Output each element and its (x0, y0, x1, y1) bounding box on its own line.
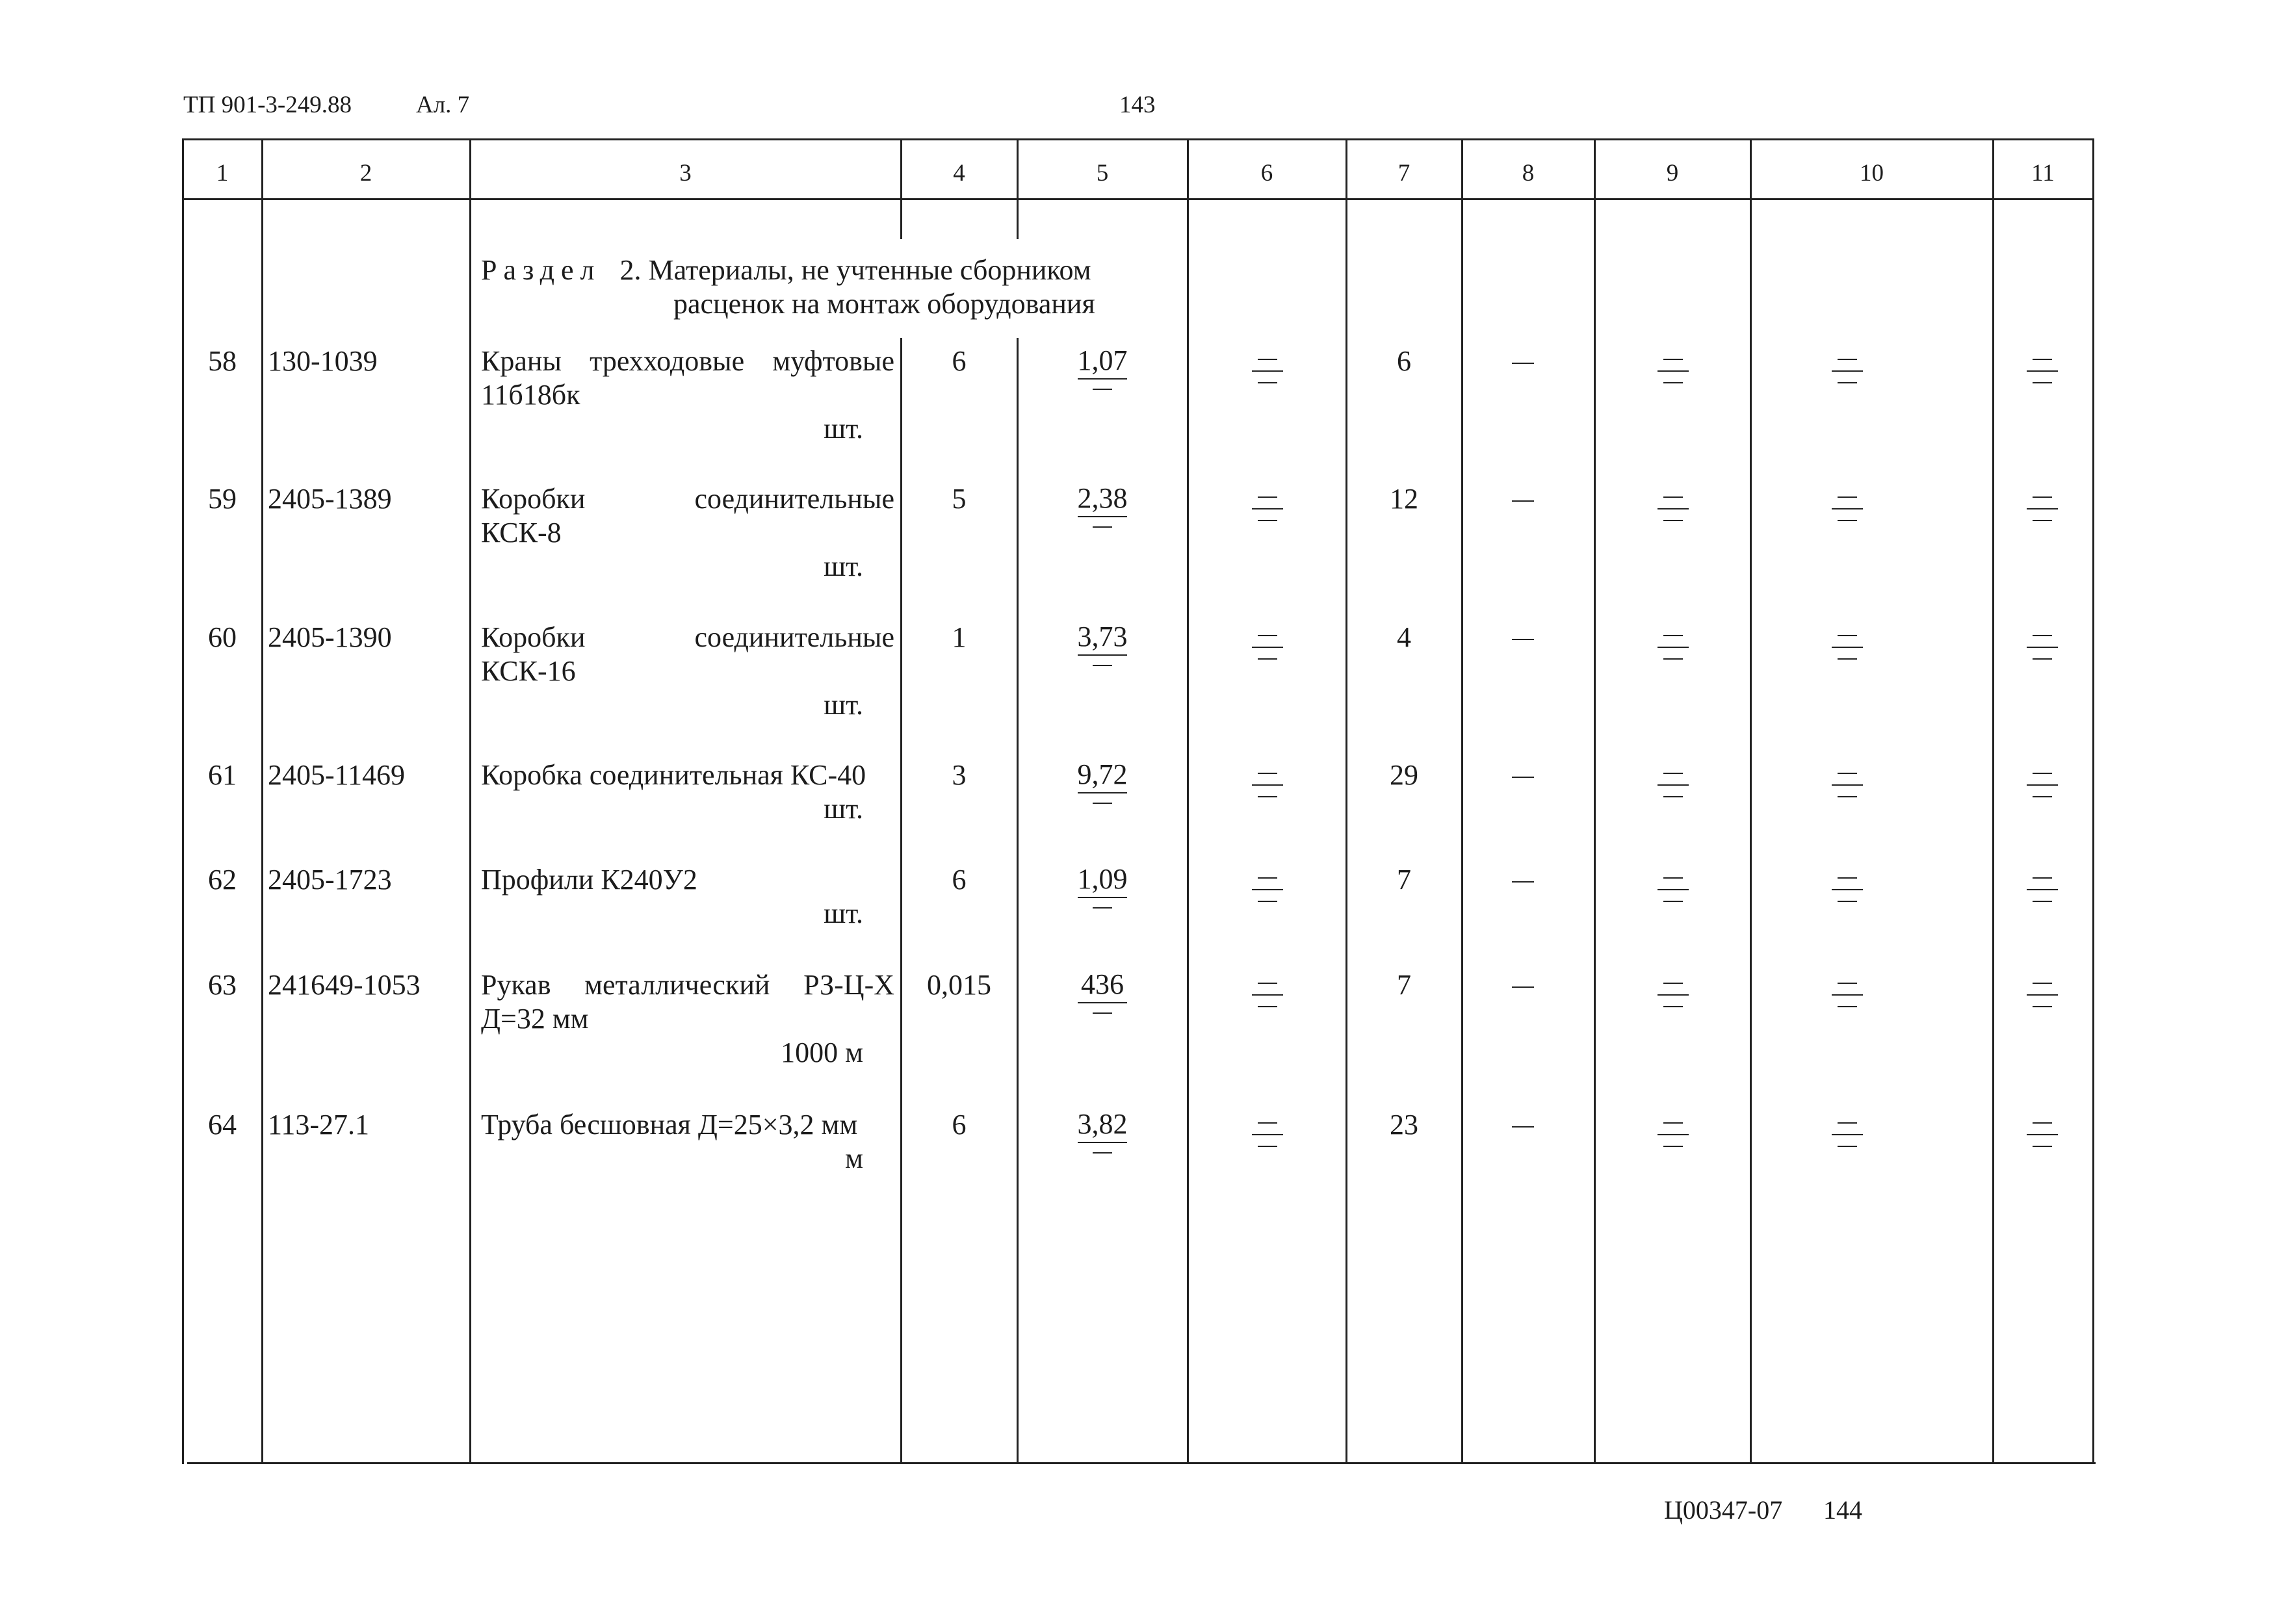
dash-line (2027, 1134, 2058, 1135)
dash-line (1258, 658, 1277, 660)
fraction-bar (1078, 1002, 1127, 1003)
col-header-5: 5 (1096, 160, 1109, 187)
dash-line (1258, 359, 1277, 360)
dash-line (1832, 647, 1863, 648)
description-line1 (481, 621, 894, 654)
dash-line (1663, 382, 1683, 383)
description-word: Коробки (481, 621, 586, 653)
dash-stack (1659, 1122, 1687, 1147)
description-line1 (481, 482, 894, 516)
dash-line (2027, 647, 2058, 648)
description-line2: КСК-16 (481, 655, 576, 687)
dash-line (1658, 647, 1689, 648)
row-col7-value: 29 (1390, 759, 1418, 791)
dash-line (2033, 773, 2052, 774)
dash-stack (1659, 635, 1687, 660)
dash-line (1838, 796, 1857, 797)
dash-line (1258, 496, 1277, 498)
dash-line (2027, 508, 2058, 509)
description-line2: Д=32 мм (481, 1003, 589, 1035)
fraction-bar (1078, 792, 1127, 793)
dash-line (1252, 647, 1283, 648)
row-price (1018, 482, 1187, 528)
dash-stack (1659, 359, 1687, 383)
dash-line (1838, 658, 1857, 660)
description-line2: КСК-8 (481, 517, 562, 548)
row-quantity: 1 (952, 621, 967, 653)
dash-line (1838, 382, 1857, 383)
row-description (481, 344, 894, 412)
row-quantity: 5 (952, 483, 967, 515)
dash-line (1663, 796, 1683, 797)
row-quantity: 6 (952, 345, 967, 377)
row-number: 64 (208, 1109, 237, 1141)
dash-line (1658, 994, 1689, 996)
dash-line (2033, 635, 2052, 636)
dash-stack (1833, 1122, 1862, 1147)
fraction-dash (1093, 665, 1112, 666)
dash-line (1258, 773, 1277, 774)
fraction-bar (1078, 516, 1127, 517)
dash-stack (1253, 635, 1282, 660)
description-word: соединительные (694, 483, 894, 515)
dash-line (2033, 901, 2052, 902)
dash-stack (2028, 1122, 2057, 1147)
col8-dash (1512, 639, 1534, 640)
row-quantity: 0,015 (927, 969, 991, 1001)
dash-line (2033, 658, 2052, 660)
dash-stack (2028, 496, 2057, 521)
dash-stack (1253, 359, 1282, 383)
dash-line (1663, 877, 1683, 879)
col8-dash (1512, 986, 1534, 988)
dash-line (1252, 508, 1283, 509)
dash-line (1663, 1146, 1683, 1147)
dash-line (2033, 1146, 2052, 1147)
description-word: муфтовые (772, 345, 894, 377)
row-code: 113-27.1 (268, 1109, 370, 1141)
fraction-dash (1093, 907, 1112, 909)
section-title-line2: расценок на монтаж оборудования (673, 288, 1095, 320)
row-code: 2405-1723 (268, 864, 392, 896)
dash-line (2033, 983, 2052, 984)
dash-line (1838, 901, 1857, 902)
dash-line (2033, 359, 2052, 360)
fraction-dash (1093, 1012, 1112, 1014)
dash-line (1663, 496, 1683, 498)
dash-line (1658, 784, 1689, 786)
description-word: Коробки (481, 483, 586, 515)
dash-line (2033, 1122, 2052, 1124)
dash-line (1258, 382, 1277, 383)
row-col7-value: 23 (1390, 1109, 1418, 1141)
fraction-dash (1093, 1152, 1112, 1154)
price-value: 1,09 (1077, 863, 1128, 895)
dash-stack (1253, 773, 1282, 797)
col-header-7: 7 (1398, 160, 1410, 187)
fraction-dash (1093, 803, 1112, 804)
row-col7-value: 6 (1397, 345, 1411, 377)
fraction-bar (1078, 1142, 1127, 1143)
dash-stack (1659, 496, 1687, 521)
description-word: трехходовые (590, 345, 745, 377)
dash-line (1663, 773, 1683, 774)
dash-line (1663, 901, 1683, 902)
dash-line (1838, 1006, 1857, 1007)
row-unit: шт. (824, 897, 863, 929)
dash-line (2027, 784, 2058, 786)
col-header-6: 6 (1260, 160, 1273, 187)
dash-line (1838, 877, 1857, 879)
row-price (1018, 621, 1187, 666)
section-heading (481, 253, 1091, 287)
row-price (1018, 968, 1187, 1014)
dash-stack (2028, 635, 2057, 660)
dash-stack (1833, 983, 1862, 1007)
row-unit: шт. (824, 550, 863, 582)
col8-dash (1512, 881, 1534, 883)
row-col7-value: 7 (1397, 969, 1411, 1001)
dash-line (1663, 1122, 1683, 1124)
row-description (481, 482, 894, 550)
dash-stack (1659, 877, 1687, 902)
dash-stack (1659, 773, 1687, 797)
dash-stack (1833, 359, 1862, 383)
dash-stack (2028, 359, 2057, 383)
dash-line (1832, 784, 1863, 786)
dash-line (2033, 877, 2052, 879)
page-number: 143 (1119, 92, 1156, 118)
dash-line (1838, 359, 1857, 360)
price-value: 436 (1081, 968, 1124, 1000)
col-header-3: 3 (679, 160, 692, 187)
dash-stack (2028, 773, 2057, 797)
dash-line (2033, 382, 2052, 383)
fraction-dash (1093, 389, 1112, 390)
dash-line (1258, 796, 1277, 797)
dash-stack (2028, 877, 2057, 902)
dash-line (1252, 994, 1283, 996)
dash-line (1252, 370, 1283, 372)
row-col7-value: 4 (1397, 621, 1411, 653)
dash-line (1252, 889, 1283, 890)
dash-line (1832, 994, 1863, 996)
section-title-line1: 2. Материалы, не учтенные сборником (619, 254, 1091, 286)
row-code: 2405-1390 (268, 621, 392, 653)
col-header-4: 4 (953, 160, 965, 187)
dash-line (2033, 496, 2052, 498)
row-col7-value: 12 (1390, 483, 1418, 515)
dash-line (1663, 658, 1683, 660)
col-header-1: 1 (216, 160, 229, 187)
dash-stack (1253, 983, 1282, 1007)
row-unit: шт. (824, 689, 863, 721)
description-word: РЗ-Ц-Х (803, 969, 894, 1001)
dash-line (1252, 1134, 1283, 1135)
dash-stack (1253, 1122, 1282, 1147)
dash-line (1832, 1134, 1863, 1135)
fraction-dash (1093, 526, 1112, 528)
price-value: 9,72 (1077, 758, 1128, 790)
row-number: 58 (208, 345, 237, 377)
row-description-line1: Профили К240У2 (481, 864, 697, 896)
dash-line (1832, 508, 1863, 509)
dash-line (1258, 877, 1277, 879)
description-line1 (481, 968, 894, 1002)
dash-line (1663, 520, 1683, 521)
row-quantity: 6 (952, 1109, 967, 1141)
row-code: 130-1039 (268, 345, 378, 377)
doc-code: ТП 901-3-249.88 (183, 92, 352, 118)
row-unit: шт. (824, 793, 863, 825)
dash-line (2027, 994, 2058, 996)
fraction-bar (1078, 378, 1127, 380)
dash-stack (1833, 877, 1862, 902)
dash-line (1258, 1122, 1277, 1124)
row-description (481, 968, 894, 1036)
dash-line (2033, 520, 2052, 521)
dash-line (1838, 520, 1857, 521)
dash-line (1258, 1146, 1277, 1147)
album-label: Ал. 7 (416, 92, 470, 118)
dash-stack (2028, 983, 2057, 1007)
dash-line (1258, 1006, 1277, 1007)
dash-line (1838, 496, 1857, 498)
price-value: 1,07 (1077, 344, 1128, 376)
dash-stack (1253, 877, 1282, 902)
dash-line (1838, 1146, 1857, 1147)
row-price (1018, 344, 1187, 390)
dash-line (1832, 889, 1863, 890)
footer-page: 144 (1823, 1495, 1862, 1525)
price-value: 2,38 (1077, 482, 1128, 514)
col-header-8: 8 (1522, 160, 1535, 187)
dash-line (1838, 773, 1857, 774)
dash-line (2033, 796, 2052, 797)
row-number: 63 (208, 969, 237, 1001)
dash-line (2027, 889, 2058, 890)
dash-line (1252, 784, 1283, 786)
row-number: 61 (208, 759, 237, 791)
row-quantity: 3 (952, 759, 967, 791)
dash-line (1832, 370, 1863, 372)
dash-line (2033, 1006, 2052, 1007)
col8-dash (1512, 363, 1534, 364)
row-unit: 1000 м (781, 1037, 863, 1068)
description-word: металлический (584, 969, 770, 1001)
row-number: 62 (208, 864, 237, 896)
dash-line (1658, 370, 1689, 372)
dash-line (1663, 359, 1683, 360)
row-quantity: 6 (952, 864, 967, 896)
row-code: 2405-11469 (268, 759, 406, 791)
row-price (1018, 758, 1187, 804)
description-line2: 11б18бк (481, 379, 580, 411)
dash-line (1663, 635, 1683, 636)
section-label: Раздел (481, 254, 601, 286)
col-header-11: 11 (2031, 160, 2055, 187)
col-header-2: 2 (359, 160, 372, 187)
row-description (481, 621, 894, 688)
row-price (1018, 863, 1187, 909)
description-word: Краны (481, 345, 562, 377)
dash-stack (1833, 635, 1862, 660)
dash-stack (1833, 773, 1862, 797)
dash-line (1258, 635, 1277, 636)
col8-dash (1512, 1126, 1534, 1128)
fraction-bar (1078, 897, 1127, 898)
description-word: Рукав (481, 969, 551, 1001)
dash-line (1658, 508, 1689, 509)
row-description-line1: Коробка соединительная КС-40 (481, 759, 866, 791)
col-header-9: 9 (1666, 160, 1679, 187)
footer-code: Ц00347-07 (1664, 1495, 1783, 1525)
description-line1 (481, 344, 894, 378)
row-code: 2405-1389 (268, 483, 392, 515)
row-unit: шт. (824, 413, 863, 445)
col-header-10: 10 (1860, 160, 1884, 187)
price-value: 3,82 (1077, 1108, 1128, 1140)
dash-line (1258, 983, 1277, 984)
row-description-line1: Труба бесшовная Д=25×3,2 мм (481, 1109, 858, 1141)
fraction-bar (1078, 654, 1127, 656)
dash-line (1663, 983, 1683, 984)
dash-line (2027, 370, 2058, 372)
row-number: 59 (208, 483, 237, 515)
dash-stack (1833, 496, 1862, 521)
dash-line (1658, 889, 1689, 890)
dash-line (1838, 1122, 1857, 1124)
row-code: 241649-1053 (268, 969, 421, 1001)
dash-line (1663, 1006, 1683, 1007)
row-number: 60 (208, 621, 237, 653)
description-word: соединительные (694, 621, 894, 653)
dash-line (1658, 1134, 1689, 1135)
col8-dash (1512, 500, 1534, 502)
dash-line (1838, 983, 1857, 984)
dash-line (1258, 901, 1277, 902)
dash-stack (1659, 983, 1687, 1007)
row-price (1018, 1108, 1187, 1154)
col8-dash (1512, 777, 1534, 778)
row-unit: м (845, 1142, 863, 1174)
dash-line (1838, 635, 1857, 636)
price-value: 3,73 (1077, 621, 1128, 652)
dash-line (1258, 520, 1277, 521)
dash-stack (1253, 496, 1282, 521)
row-col7-value: 7 (1397, 864, 1411, 896)
